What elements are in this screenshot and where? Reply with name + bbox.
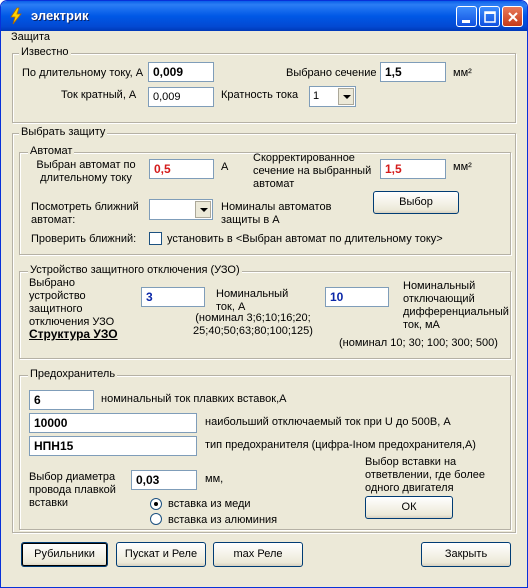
aluminium-radio-label: вставка из алюминия (168, 514, 278, 526)
select-button[interactable]: Выбор (373, 191, 459, 214)
long-current-label: По длительному току, А (22, 67, 144, 79)
rcd-nominal-field[interactable]: 3 (141, 287, 205, 307)
lightning-icon (7, 7, 25, 25)
breaker-selected-label: Выбран автомат по длительному току (36, 159, 136, 184)
wire-diameter-unit: мм, (205, 473, 224, 485)
choose-legend: Выбрать защиту (21, 126, 106, 138)
fuse-legend: Предохранитель (30, 368, 116, 380)
close-window-button[interactable] (502, 6, 523, 27)
fuse-breaking-label: наибольший отключаемый ток при U до 500В, А (205, 416, 451, 428)
breaker-selected-field[interactable]: 0,5 (149, 159, 214, 179)
rcd-diff-list: (номинал 10; 30; 100; 300; 500) (339, 337, 498, 349)
breaker-legend: Автомат (30, 145, 73, 157)
chevron-down-icon[interactable] (195, 201, 211, 218)
rcd-structure-link[interactable]: Структура УЗО (29, 327, 118, 341)
section-field[interactable]: 1,5 (380, 62, 446, 82)
maximize-icon (480, 7, 501, 28)
switches-button[interactable]: Рубильники (21, 542, 108, 567)
rcd-nominal-list: (номинал 3;6;10;16;20; 25;40;50;63;80;100;125) (193, 312, 313, 337)
max-relay-button[interactable]: max Реле (213, 542, 303, 567)
section-unit: мм² (453, 67, 472, 79)
protection-label: Защита (11, 31, 50, 43)
minimize-icon (457, 7, 478, 28)
set-nearest-checkbox[interactable] (149, 232, 162, 245)
nearest-breaker-select[interactable] (149, 199, 213, 220)
start-relay-button[interactable]: Пускат и Реле (116, 542, 206, 567)
multiplicity-label: Кратность тока (221, 89, 299, 101)
rcd-nominal-label: Номинальный ток, А (216, 288, 289, 313)
wire-diameter-field[interactable]: 0,03 (131, 470, 197, 490)
corrected-section-unit: мм² (453, 161, 472, 173)
rcd-diff-field[interactable]: 10 (325, 287, 389, 307)
aluminium-radio[interactable] (150, 513, 162, 525)
breaker-selected-unit: А (221, 161, 229, 173)
corrected-section-label: Скорректированное сечение на выбранный автомат (253, 152, 372, 190)
check-nearest-label: Проверить ближний: (31, 233, 137, 245)
ok-button[interactable]: ОК (365, 496, 453, 519)
fuse-nominal-field[interactable]: 6 (29, 390, 94, 410)
branch-fuse-label: Выбор вставки на ответвлении, где более одного двигателя (365, 456, 485, 494)
section-label: Выбрано сечение (286, 67, 377, 79)
fuse-type-label: тип предохранителя (цифра-Iном предохранителя,А) (205, 439, 476, 451)
multiple-current-field[interactable]: 0,009 (148, 87, 214, 107)
nominals-label: Номиналы автоматов защиты в А (221, 201, 332, 226)
multiple-current-label: Ток кратный, А (61, 89, 137, 101)
maximize-button[interactable] (479, 6, 500, 27)
close-icon (503, 7, 524, 28)
fuse-type-field[interactable]: НПН15 (29, 436, 197, 456)
rcd-legend: Устройство защитного отключения (УЗО) (30, 264, 240, 276)
chevron-down-icon[interactable] (338, 88, 354, 105)
copper-radio-label: вставка из меди (168, 498, 251, 510)
known-legend: Известно (21, 46, 69, 58)
fuse-breaking-field[interactable]: 10000 (29, 413, 197, 433)
set-nearest-label: установить в <Выбран автомат по длительному току> (167, 233, 443, 245)
close-button[interactable]: Закрыть (421, 542, 511, 567)
long-current-field[interactable]: 0,009 (148, 62, 214, 82)
corrected-section-field[interactable]: 1,5 (380, 159, 446, 179)
window-title: электрик (31, 8, 89, 23)
fuse-nominal-label: номинальный ток плавких вставок,А (101, 393, 287, 405)
view-nearest-label: Посмотреть ближний автомат: (31, 201, 139, 226)
multiplicity-value: 1 (313, 90, 320, 102)
title-bar[interactable] (1, 1, 527, 31)
rcd-diff-label: Номинальный отключающий дифференциальный ток, мА (403, 280, 509, 331)
multiplicity-select[interactable] (309, 86, 356, 107)
wire-diameter-label: Выбор диаметра провода плавкой вставки (29, 471, 116, 509)
rcd-selected-label: Выбрано устройство защитного отключения УЗО (29, 277, 115, 328)
minimize-button[interactable] (456, 6, 477, 27)
copper-radio[interactable] (150, 498, 162, 510)
